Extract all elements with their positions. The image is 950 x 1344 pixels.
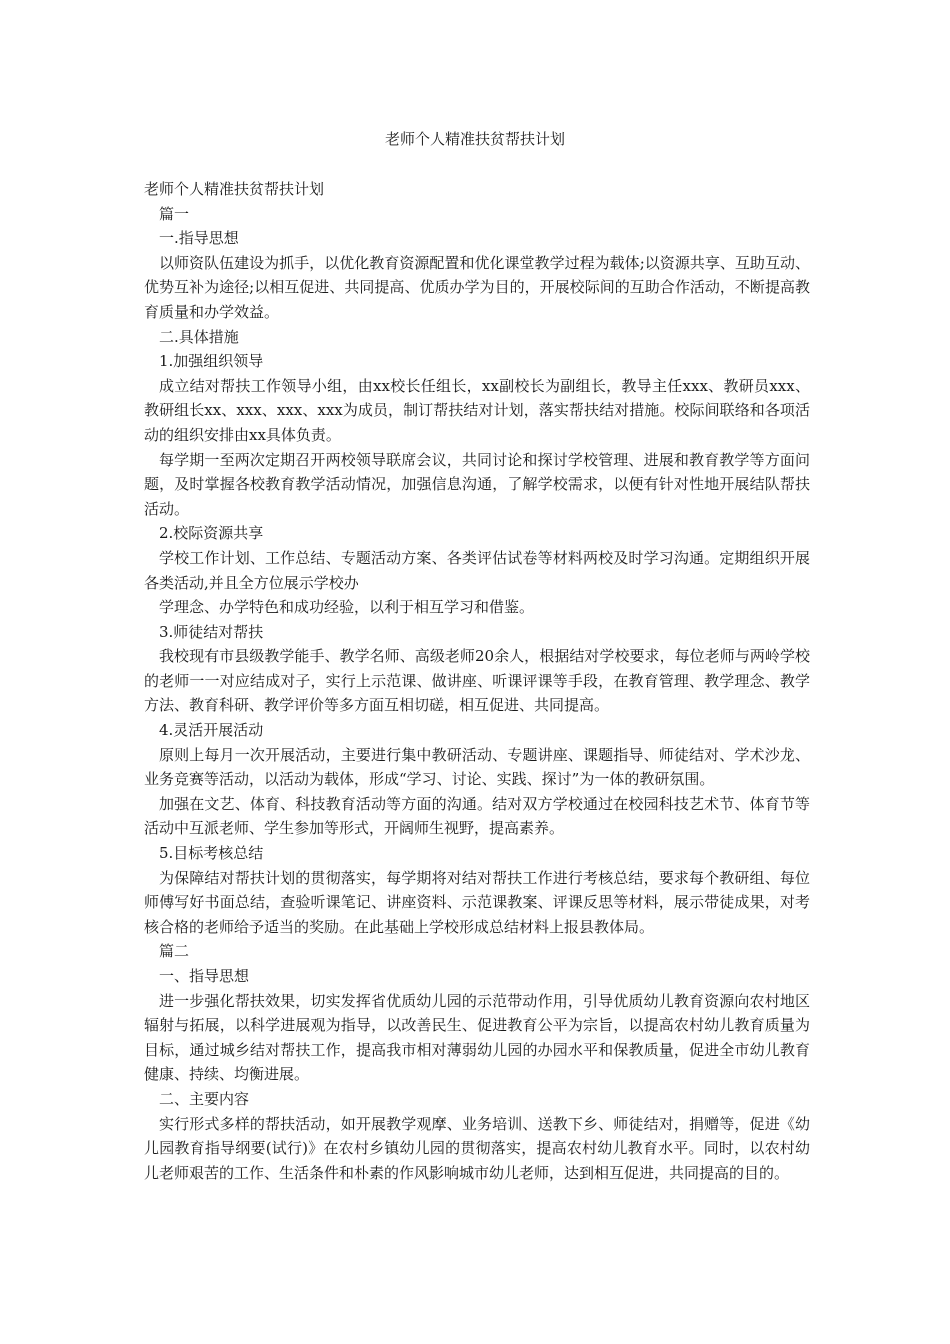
doc-paragraph: 实行形式多样的帮扶活动，如开展教学观摩、业务培训、送教下乡、师徒结对，捐赠等，促进《幼儿园教育指导纲要(试行)》在农村乡镇幼儿园的贯彻落实，提高农村幼儿教育水平。同时，以农村幼儿老师艰苦的工作、生活条件和朴素的作风影响城市幼儿老师，达到相互促进，共同提高的目的。 [144,1114,810,1182]
doc-paragraph: 一、指导思想 [159,967,250,985]
doc-paragraph: 进一步强化帮扶效果，切实发挥省优质幼儿园的示范带动作用，引导优质幼儿教育资源向农村地区辐射与拓展，以科学进展观为指导，以改善民生、促进教育公平为宗旨，以提高农村幼儿教育质量为目标，通过城乡结对帮扶工作，提高我市相对薄弱幼儿园的办园水平和保教质量，促进全市幼儿教育健康、持续、均衡进展。 [144,991,810,1084]
doc-paragraph: 为保障结对帮扶计划的贯彻落实，每学期将对结对帮扶工作进行考核总结，要求每个教研组、每位师傅写好书面总结，查验听课笔记、讲座资料、示范课教案、评课反思等材料，展示带徒成果，对考核合格的老师给予适当的奖励。在此基础上学校形成总结材料上报县教体局。 [144,868,810,936]
doc-paragraph: 4.灵活开展活动 [159,721,264,740]
doc-paragraph: 篇二 [159,942,190,961]
doc-paragraph: 加强在文艺、体育、科技教育活动等方面的沟通。结对双方学校通过在校园科技艺术节、体育节等活动中互派老师、学生参加等形式，开阔师生视野，提高素养。 [144,794,810,838]
doc-paragraph: 每学期一至两次定期召开两校领导联席会议，共同讨论和探讨学校管理、进展和教育教学等方面问题，及时掌握各校教育教学活动情况，加强信息沟通，了解学校需求，以便有针对性地开展结队帮扶活动。 [144,450,810,518]
doc-paragraph: 以师资队伍建设为抓手，以优化教育资源配置和优化课堂教学过程为载体;以资源共享、互助互动、优势互补为途径;以相互促进、共同提高、优质办学为目的，开展校际间的互助合作活动，不断提高教育质量和办学效益。 [144,253,810,321]
doc-paragraph: 篇一 [159,204,190,223]
doc-paragraph: 二、主要内容 [159,1089,250,1108]
doc-paragraph: 一.指导思想 [159,229,239,248]
doc-paragraph: 我校现有市县级教学能手、教学名师、高级老师20余人，根据结对学校要求，每位老师与两岭学校的老师一一对应结成对子，实行上示范课、做讲座、听课评课等手段，在教育管理、教学理念、教学方法、教育科研、教学评价等多方面互相切磋，相互促进、共同提高。 [144,647,810,715]
doc-paragraph: 二.具体措施 [159,327,239,346]
doc-title: 老师个人精准扶贫帮扶计划 [384,130,565,148]
doc-paragraph: 3.师徒结对帮扶 [159,622,264,641]
doc-paragraph: 5.目标考核总结 [159,844,264,863]
doc-paragraph: 学理念、办学特色和成功经验，以利于相互学习和借鉴。 [159,598,535,617]
doc-body [144,177,810,1185]
doc-paragraph: 成立结对帮扶工作领导小组，由xx校长任组长，xx副校长为副组长，教导主任xxx、教研员xxx、教研组长xx、xxx、xxx、xxx为成员，制订帮扶结对计划，落实帮扶结对措施。校际间联络和各项活动的组织安排由xx具体负责。 [144,376,810,444]
doc-paragraph: 1.加强组织领导 [159,352,264,371]
doc-paragraph: 原则上每月一次开展活动，主要进行集中教研活动、专题讲座、课题指导、师徒结对、学术沙龙、业务竞赛等活动，以活动为载体，形成“学习、讨论、实践、探讨”为一体的教研氛围。 [144,745,810,789]
doc-paragraph: 2.校际资源共享 [159,524,264,543]
doc-paragraph: 老师个人精准扶贫帮扶计划 [144,180,325,198]
doc-paragraph: 学校工作计划、工作总结、专题活动方案、各类评估试卷等材料两校及时学习沟通。定期组织开展各类活动,并且全方位展示学校办 [144,548,810,592]
